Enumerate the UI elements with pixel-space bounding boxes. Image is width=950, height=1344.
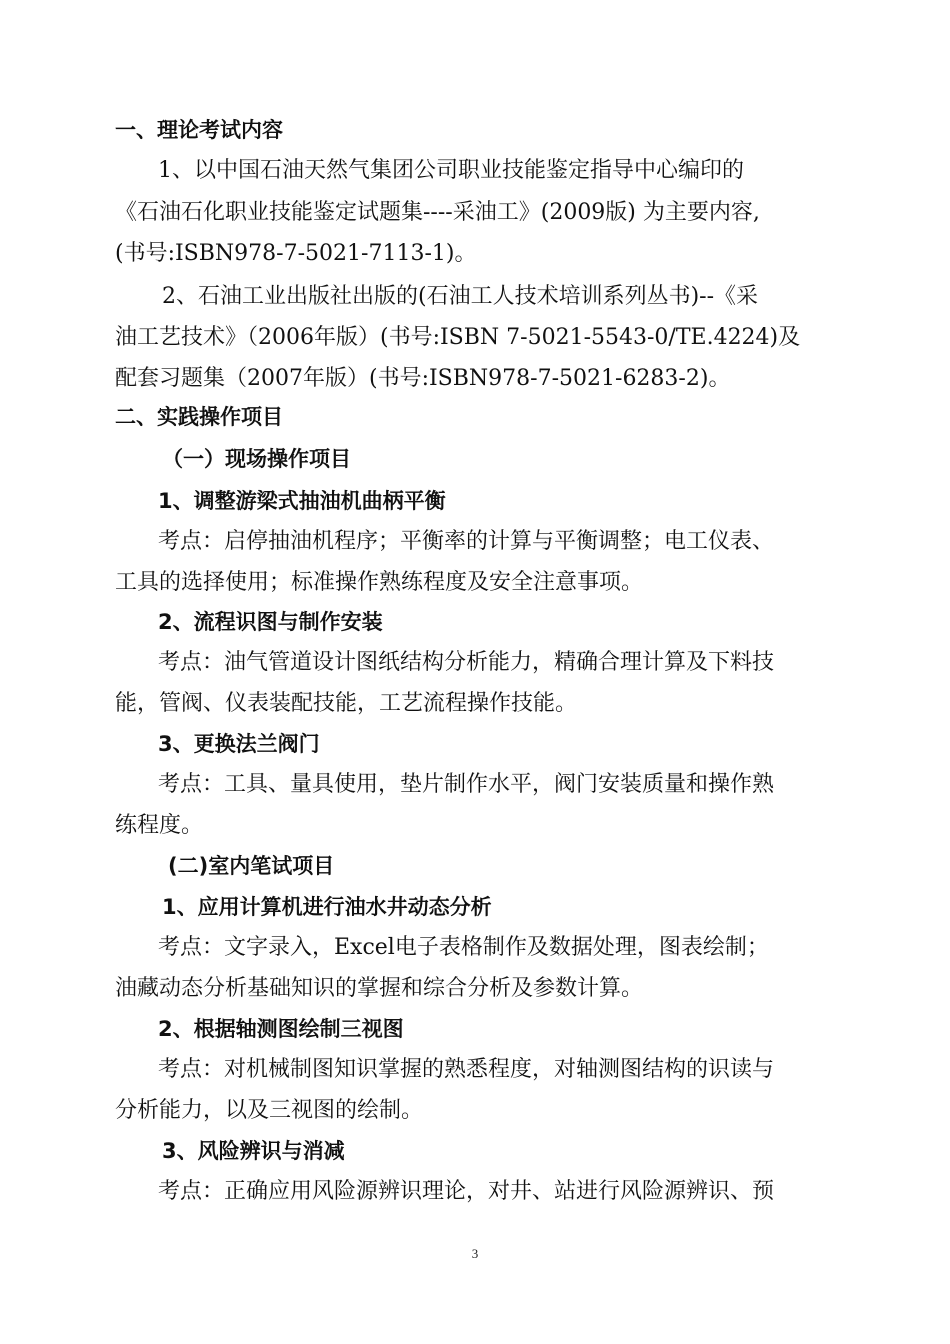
subsection-heading-written: (二)室内笔试项目 — [168, 854, 335, 878]
paragraph-line: 2、石油工业出版社出版的(石油工人技术培训系列丛书)--《采 — [162, 284, 759, 309]
section-heading-practice: 二、实践操作项目 — [115, 405, 283, 429]
paragraph-line: 考点：正确应用风险源辨识理论，对井、站进行风险源辨识、预 — [158, 1179, 775, 1204]
paragraph-line: 能，管阀、仪表装配技能，工艺流程操作技能。 — [115, 691, 578, 716]
paragraph-line: 练程度。 — [115, 813, 204, 838]
item-title: 1、应用计算机进行油水井动态分析 — [162, 895, 492, 919]
item-title: 3、风险辨识与消减 — [162, 1139, 345, 1163]
paragraph-line: 分析能力，以及三视图的绘制。 — [115, 1098, 424, 1123]
paragraph-line: 考点：启停抽油机程序；平衡率的计算与平衡调整；电工仪表、 — [158, 529, 775, 554]
paragraph-line: 考点：油气管道设计图纸结构分析能力，精确合理计算及下料技 — [158, 650, 775, 675]
subsection-heading-field: （一）现场操作项目 — [162, 447, 351, 471]
item-title: 2、流程识图与制作安装 — [158, 610, 383, 634]
item-title: 3、更换法兰阀门 — [158, 732, 320, 756]
paragraph-line: 工具的选择使用；标准操作熟练程度及安全注意事项。 — [115, 570, 644, 595]
paragraph-line: 油工艺技术》（2006年版）(书号:ISBN 7-5021-5543-0/TE.4224)及 — [115, 325, 801, 350]
item-title: 2、根据轴测图绘制三视图 — [158, 1017, 404, 1041]
paragraph-line: 考点：对机械制图知识掌握的熟悉程度，对轴测图结构的识读与 — [158, 1057, 775, 1082]
section-heading-theory: 一、理论考试内容 — [115, 118, 283, 142]
paragraph-line: 配套习题集（2007年版）(书号:ISBN978-7-5021-6283-2)。 — [115, 366, 731, 391]
page-number: 3 — [471, 1246, 479, 1261]
paragraph-line: 油藏动态分析基础知识的掌握和综合分析及参数计算。 — [115, 976, 644, 1001]
paragraph-line: (书号:ISBN978-7-5021-7113-1)。 — [115, 241, 477, 266]
paragraph-line: 《石油石化职业技能鉴定试题集----采油工》(2009版) 为主要内容, — [115, 200, 760, 225]
paragraph-line: 1、以中国石油天然气集团公司职业技能鉴定指导中心编印的 — [158, 158, 744, 183]
paragraph-line: 考点：文字录入，Excel电子表格制作及数据处理，图表绘制； — [158, 935, 769, 960]
item-title: 1、调整游梁式抽油机曲柄平衡 — [158, 489, 446, 513]
paragraph-line: 考点：工具、量具使用，垫片制作水平，阀门安装质量和操作熟 — [158, 772, 775, 797]
